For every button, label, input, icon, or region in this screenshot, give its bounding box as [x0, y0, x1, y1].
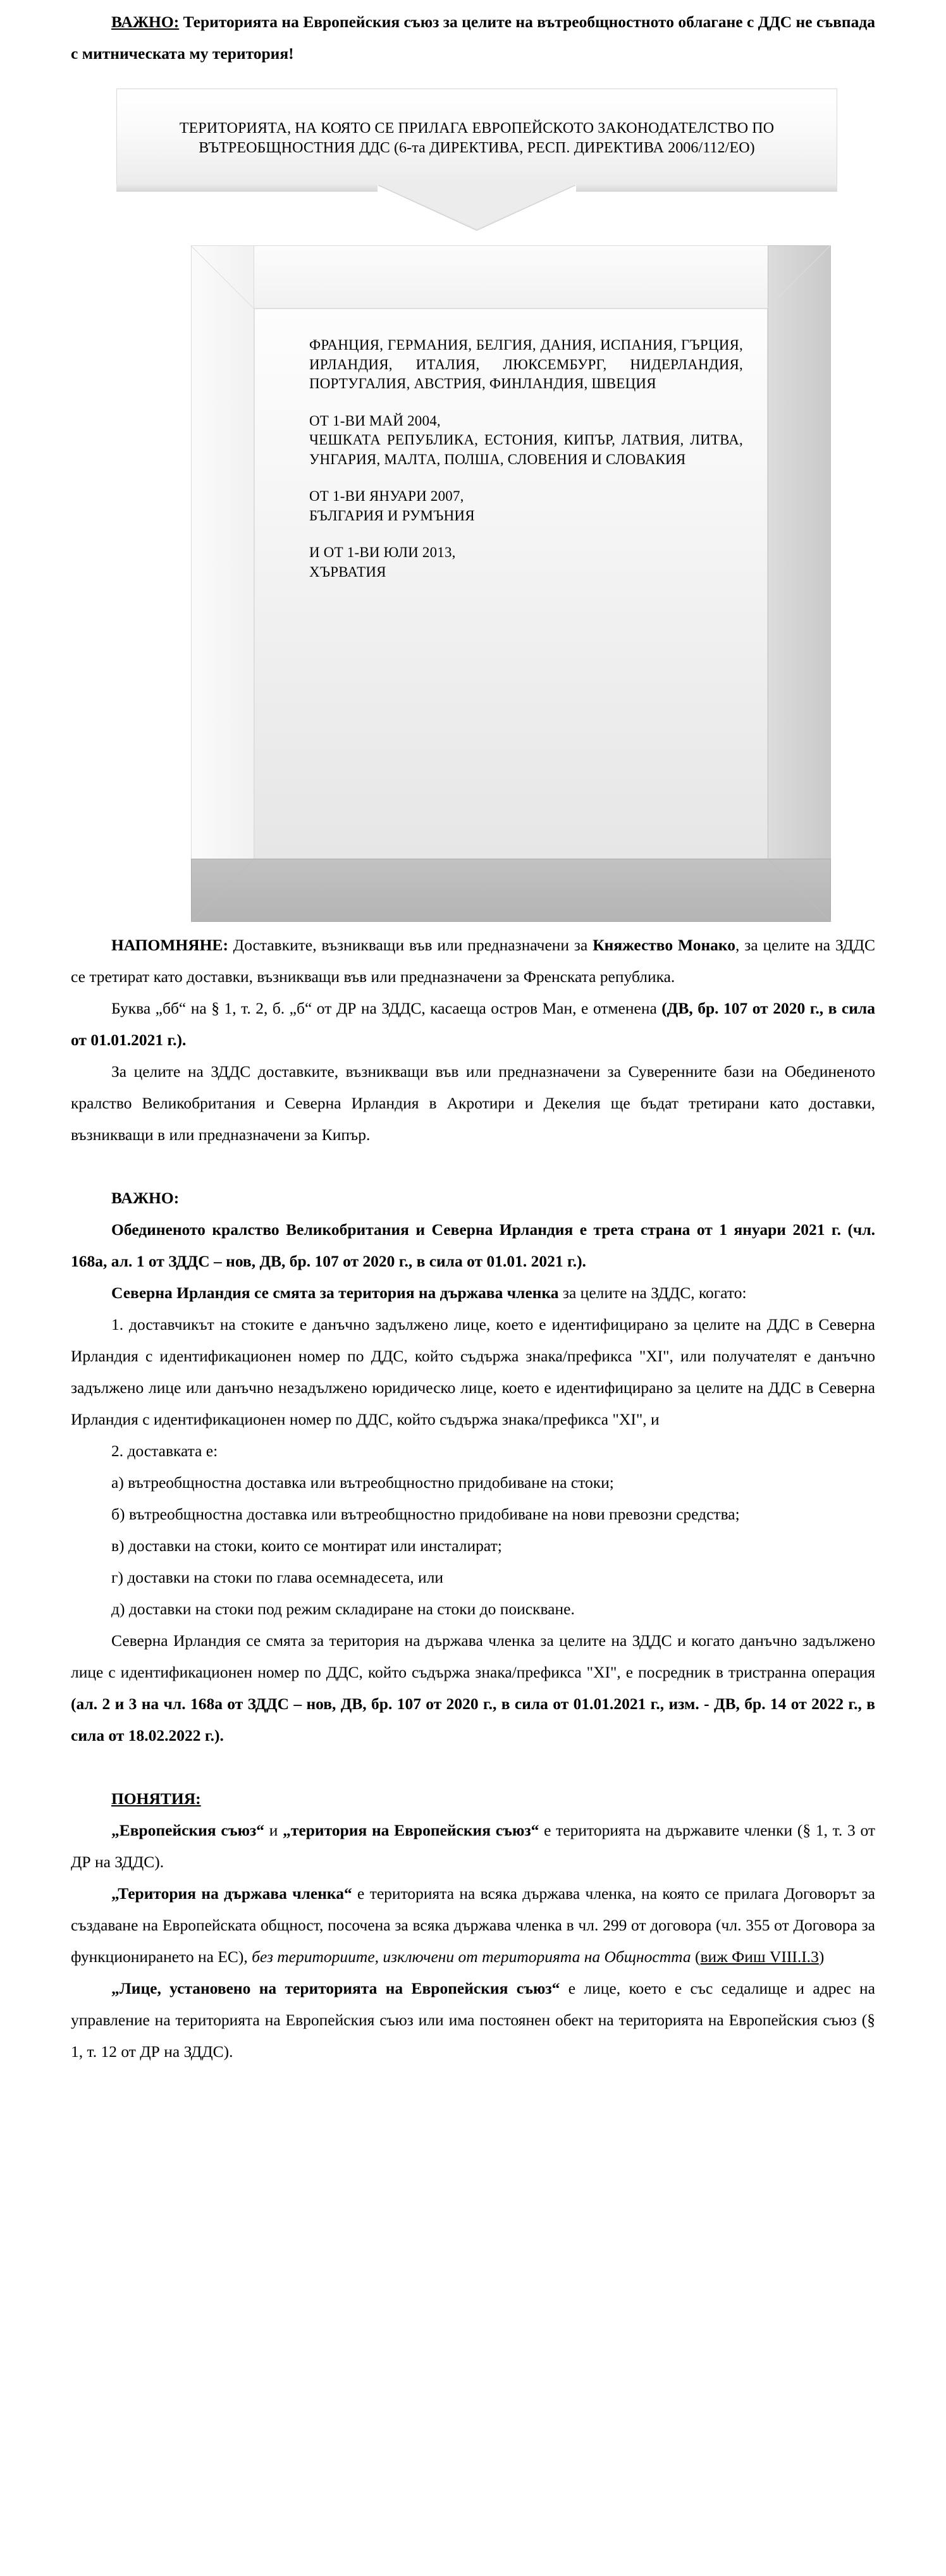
concept-ms-paren-close: ) [818, 1947, 825, 1966]
callout-arrow-shape [116, 89, 837, 234]
cube-front-face [254, 309, 768, 859]
down-arrow-icon [116, 185, 837, 234]
ni-member-state-paragraph [71, 1277, 875, 1309]
concept-person-term: „Лице, установено на територията на Европейския съюз“ [111, 1979, 560, 1997]
intro-label: ВАЖНО: [111, 13, 180, 31]
cube-right-face [768, 245, 831, 922]
concept-eu-definition: е територията на държавите членки (§ 1, т. 3 от ДР на ЗДДС). [71, 1821, 876, 1871]
concept-eu-term-2: „територия на Европейския съюз“ [283, 1821, 539, 1839]
concept-eu-conjunction: и [264, 1821, 283, 1839]
sovereign-bases-paragraph: За целите на ЗДДС доставките, възникващи във или предназначени за Суверенните бази на Обединеното кралство Великобритания и Северна Ирландия в Акротири и Декелия ще бъдат третирани като доставки, възникващи в или предназначени за Кипър. [71, 1062, 875, 1144]
country-block-heading: И ОТ 1-ВИ ЮЛИ 2013, [309, 544, 456, 560]
important-heading: ВАЖНО: [111, 1189, 180, 1207]
paragraph-spacer [71, 1151, 875, 1182]
uk-third-country-paragraph: Обединеното кралство Великобритания и Северна Ирландия е трета страна от 1 януари 2021 г. (чл. 168а, ал. 1 от ЗДДС – нов, ДВ, бр. 107 от 2020 г., в сила от 01.01. 2021 г.). [71, 1220, 875, 1270]
intro-paragraph [71, 6, 875, 70]
letter-bb-citation: (ДВ, бр. 107 от 2020 г., в сила от 01.01.2021 г.). [71, 999, 875, 1049]
cube-bottom-face [191, 859, 831, 922]
concept-ms-paren-open: ( [691, 1947, 701, 1966]
concept-ms-italic: без териториите, изключени от територията на Общността [252, 1947, 691, 1966]
condition-item-2g: г) доставки на стоки по глава осемнадесета, или [111, 1568, 444, 1586]
concept-eu-paragraph [71, 1815, 875, 1878]
intro-text: Територията на Европейския съюз за целите на вътреобщностното облагане с ДДС не съвпада с митническата му територия! [71, 13, 875, 63]
reminder-text-2: , за целите на ЗДДС се третират като доставки, възникващи във или предназначени за Френската република. [71, 936, 876, 986]
condition-item-2d: д) доставки на стоки под режим складиране на стоки до поискване. [111, 1600, 575, 1618]
country-block [309, 487, 743, 525]
country-block-body: ФРАНЦИЯ, ГЕРМАНИЯ, БЕЛГИЯ, ДАНИЯ, ИСПАНИЯ, ГЪРЦИЯ, ИРЛАНДИЯ, ИТАЛИЯ, ЛЮКСЕМБУРГ, НИДЕРЛАНДИЯ, ПОРТУГАЛИЯ, АВСТРИЯ, ФИНЛАНДИЯ, ШВЕЦИЯ [309, 337, 743, 391]
ni-triangular-paragraph [71, 1625, 875, 1751]
fish-reference-link[interactable]: виж Фиш VIII.I.3 [700, 1947, 819, 1966]
paragraph-spacer [71, 1751, 875, 1783]
important-label-2 [71, 1182, 875, 1214]
concepts-heading: ПОНЯТИЯ: [111, 1789, 201, 1808]
country-block-heading: ОТ 1-ВИ ЯНУАРИ 2007, [309, 488, 464, 504]
letter-bb-paragraph [71, 993, 875, 1056]
country-block-body: ЧЕШКАТА РЕПУБЛИКА, ЕСТОНИЯ, КИПЪР, ЛАТВИЯ, ЛИТВА, УНГАРИЯ, МАЛТА, ПОЛША, СЛОВЕНИЯ И СЛОВАКИЯ [309, 432, 743, 467]
condition-item-2: 2. доставката е: [111, 1442, 218, 1460]
ni-member-state-rest: за целите на ЗДДС, когато: [558, 1284, 747, 1302]
country-list-container [309, 336, 743, 582]
country-block [309, 412, 743, 470]
concept-member-state-paragraph [71, 1878, 875, 1973]
cube-left-face [191, 245, 254, 922]
monaco-bold: Княжество Монако [593, 936, 736, 954]
concept-eu-term-1: „Европейския съюз“ [111, 1821, 265, 1839]
concept-person-definition: е лице, което е със седалище и адрес на управление на територията на Европейския съюз или има постоянен обект на територията на Европейския съюз (§ 1, т. 12 от ДР на ЗДДС). [71, 1979, 875, 2061]
flowchart-graphic [71, 89, 875, 922]
condition-item-2b: б) вътреобщностна доставка или вътреобщностно придобиване на нови превозни средства; [111, 1505, 740, 1523]
reminder-label: НАПОМНЯНЕ: [111, 936, 228, 954]
ni-member-state-bold: Северна Ирландия се смята за територия на държава членка [111, 1284, 559, 1302]
concept-ms-definition-1: е територията на всяка държава членка, на която се прилага Договорът за създаване на Европейската общност, посочена за всяка държава членка в чл. 299 от договора (чл. 355 от Договора за функционирането на ЕС), [71, 1884, 875, 1966]
condition-item-2v: в) доставки на стоки, които се монтират или инсталират; [111, 1536, 502, 1555]
cube-top-face [191, 245, 831, 309]
country-block-heading: ОТ 1-ВИ МАЙ 2004, [309, 412, 441, 429]
reminder-paragraph [71, 929, 875, 993]
concepts-heading-paragraph [71, 1783, 875, 1815]
callout-box-text: ТЕРИТОРИЯТА, НА КОЯТО СЕ ПРИЛАГА ЕВРОПЕЙСКОТО ЗАКОНОДАТЕЛСТВО ПО ВЪТРЕОБЩНОСТНИЯ ДДС (6-та ДИРЕКТИВА, РЕСП. ДИРЕКТИВА 2006/112/ЕО) [179, 120, 775, 156]
callout-box [116, 89, 837, 185]
ni-triangular-text: Северна Ирландия се смята за територия на държава членка за целите на ЗДДС и когато данъчно задължено лице с идентификационен номер по ДДС, който съдържа знака/префикса "XI", е посредник в тристранна операция [71, 1631, 875, 1681]
concept-ms-term: „Територия на държава членка“ [111, 1884, 352, 1903]
country-block [309, 336, 743, 394]
concept-person-paragraph [71, 1973, 875, 2068]
ni-triangular-citation: (ал. 2 и 3 на чл. 168а от ЗДДС – нов, ДВ, бр. 107 от 2020 г., в сила от 01.01.2021 г., изм. - ДВ, бр. 14 от 2022 г., в сила от 18.02.2022 г.). [71, 1695, 875, 1745]
country-block-body: БЪЛГАРИЯ И РУМЪНИЯ [309, 507, 475, 524]
condition-item-1: 1. доставчикът на стоките е данъчно задължено лице, което е идентифицирано за целите на ДДС в Северна Ирландия с идентификационен номер по ДДС, който съдържа знака/префикса "XI", или получателят е данъчно задължено лице или данъчно незадължено юридическо лице, което е идентифицирано за целите на ДДС в Северна Ирландия с идентификационен номер по ДДС, който съдържа знака/префикса "XI", и [71, 1315, 875, 1428]
cube-shape [191, 245, 831, 922]
country-block-body: ХЪРВАТИЯ [309, 563, 386, 580]
condition-item-2a: а) вътреобщностна доставка или вътреобщностно придобиване на стоки; [111, 1473, 614, 1492]
reminder-text-1: Доставките, възникващи във или предназначени за [228, 936, 593, 954]
letter-bb-text: Буква „бб“ на § 1, т. 2, б. „б“ от ДР на ЗДДС, касаеща остров Ман, е отменена [111, 999, 662, 1017]
country-block [309, 543, 743, 582]
